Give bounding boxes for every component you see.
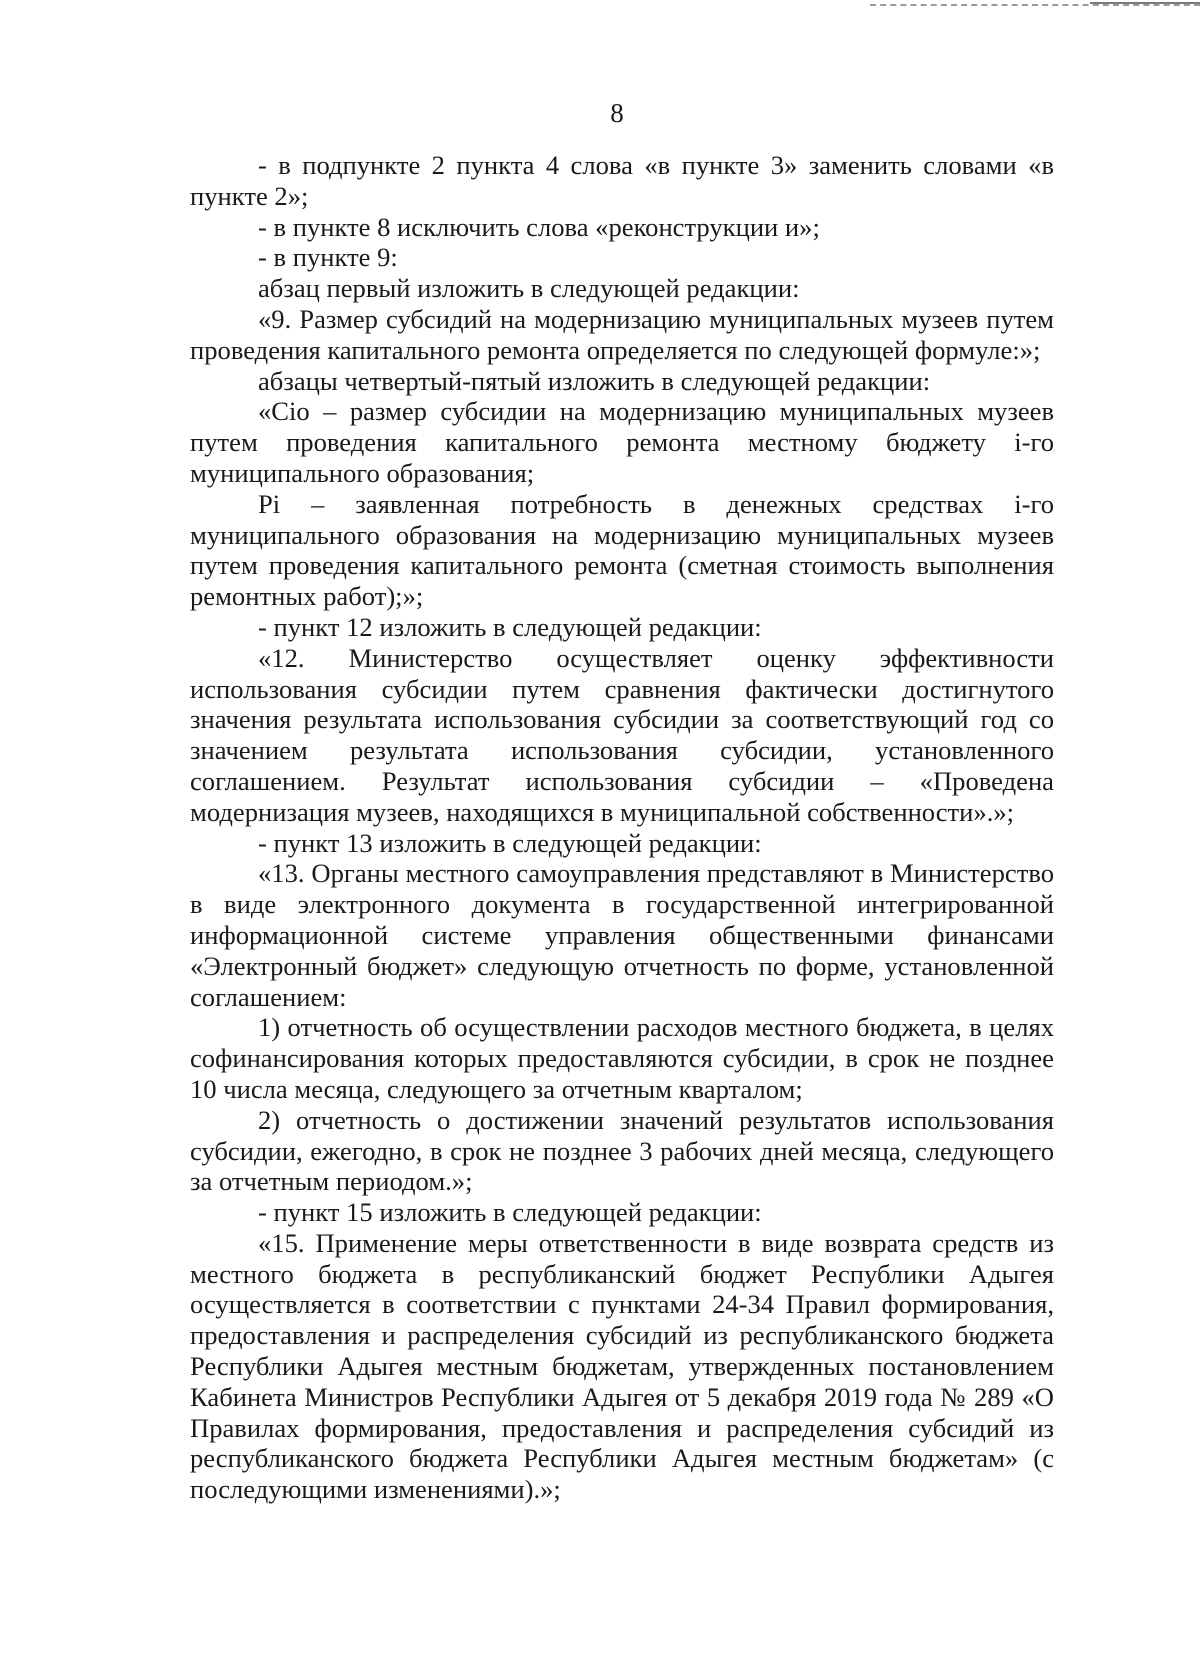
paragraph: «13. Органы местного самоуправления представляют в Министерство в виде электронного документа в государственной интегрированной информационной системе управления общественными финансами «Электронный бюджет» следующую отчетность по форме, установленной соглашением: (190, 858, 1054, 1012)
paragraph: 2) отчетность о достижении значений результатов использования субсидии, ежегодно, в срок не позднее 3 рабочих дней месяца, следующего за отчетным периодом.»; (190, 1104, 1054, 1197)
paragraph: «9. Размер субсидий на модернизацию муниципальных музеев путем проведения капитального ремонта определяется по следующей формуле:»; (190, 303, 1054, 365)
paragraph: абзацы четвертый-пятый изложить в следующей редакции: (258, 365, 931, 396)
paragraph: 1) отчетность об осуществлении расходов местного бюджета, в целях софинансирования которых предоставляются субсидии, в срок не позднее 10 числа месяца, следующего за отчетным кварталом; (190, 1012, 1054, 1104)
document-body (190, 150, 1054, 1505)
paragraph: - пункт 15 изложить в следующей редакции: (258, 1197, 762, 1228)
paragraph: абзац первый изложить в следующей редакции: (258, 273, 800, 304)
scan-artifact-line (870, 4, 1200, 6)
paragraph: «Сio – размер субсидии на модернизацию муниципальных музеев путем проведения капитального ремонта местному бюджету i-го муниципального образования; (190, 396, 1054, 488)
paragraph: - в подпункте 2 пункта 4 слова «в пункте 3» заменить словами «в пункте 2»; (190, 150, 1054, 211)
page-number: 8 (610, 98, 624, 128)
paragraph: Pi – заявленная потребность в денежных средствах i-го муниципального образования на модернизацию муниципальных музеев путем проведения капитального ремонта (сметная стоимость выполнения ремонтных работ);»; (190, 488, 1054, 612)
paragraph: - пункт 12 изложить в следующей редакции: (258, 611, 762, 642)
paragraph: - в пункте 8 исключить слова «реконструкции и»; (258, 211, 820, 242)
scan-artifact-line (1090, 2, 1200, 4)
paragraph: «15. Применение меры ответственности в виде возврата средств из местного бюджета в республиканский бюджет Республики Адыгея осуществляется в соответствии с пунктами 24-34 Правил формирования, предоставления и распределения субсидий из республиканского бюджета Республики Адыгея местным бюджетам, утвержденных постановлением Кабинета Министров Республики Адыгея от 5 декабря 2019 года № 289 «О Правилах формирования, предоставления и распределения субсидий из республиканского бюджета Республики Адыгея местным бюджетам» (с последующими изменениями).»; (190, 1227, 1054, 1505)
paragraph: - в пункте 9: (258, 242, 398, 273)
paragraph: «12. Министерство осуществляет оценку эффективности использования субсидии путем сравнения фактически достигнутого значения результата использования субсидии за соответствующий год со значением результата использования субсидии, установленного соглашением. Результат использования субсидии – «Проведена модернизация музеев, находящихся в муниципальной собственности».»; (190, 642, 1054, 827)
paragraph: - пункт 13 изложить в следующей редакции: (258, 827, 762, 858)
